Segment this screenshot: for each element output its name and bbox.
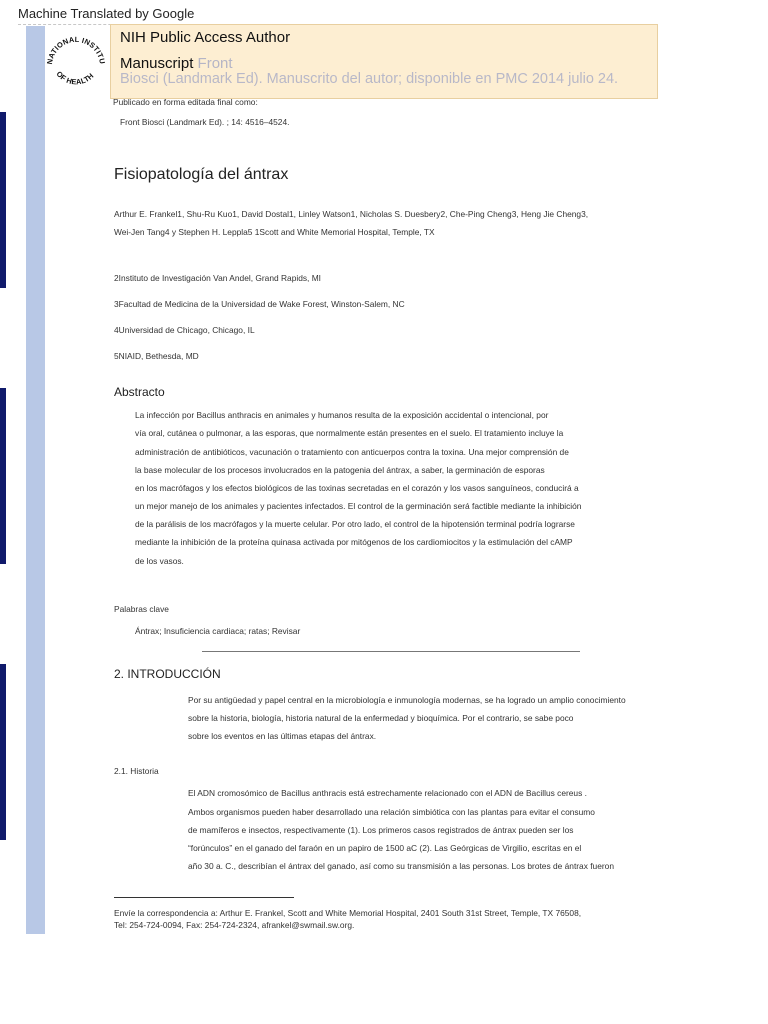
footnote-line-2: Tel: 254-724-0094, Fax: 254-724-2324, afrankel@swmail.sw.org.	[114, 920, 355, 930]
abstract-line: La infección por Bacillus anthracis en animales y humanos resulta de la exposición accidental o intencional, por	[135, 410, 549, 420]
abstract-line: mediante la inhibición de la proteína quinasa activada por mitógenos de los cardiomiocitos y la estimulación del cAMP	[135, 537, 573, 547]
nih-logo	[44, 26, 108, 98]
intro-line: sobre los eventos en las últimas etapas del ántrax.	[188, 731, 377, 741]
abstract-line: de la parálisis de los macrófagos y la muerte celular. Por otro lado, el control de la hipotensión terminal podría lograrse	[135, 519, 575, 529]
abstract-line: administración de antibióticos, vacunación o tratamiento con anticuerpos contra la toxina. Una mejor comprensión de	[135, 447, 569, 457]
nih-header-manuscript	[120, 55, 233, 72]
abstract-heading: Abstracto	[114, 385, 165, 399]
manuscript-faded-label: Front	[197, 55, 233, 72]
svg-text:OF HEALTH: OF HEALTH	[54, 69, 96, 87]
affiliation-3: 3Facultad de Medicina de la Universidad de Wake Forest, Winston-Salem, NC	[114, 299, 405, 309]
history-line: “forúnculos” en el ganado del faraón en un papiro de 1500 aC (2). Las Geórgicas de Virgilio, escritas en el	[188, 843, 582, 853]
affiliation-5: 5NIAID, Bethesda, MD	[114, 351, 199, 361]
abstract-line: de los vasos.	[135, 556, 184, 566]
history-heading: 2.1. Historia	[114, 766, 159, 776]
history-line: de mamíferos e insectos, respectivamente (1). Los primeros casos registrados de ántrax pueden ser los	[188, 825, 574, 835]
manuscript-label: Manuscript	[120, 55, 194, 72]
affiliation-4: 4Universidad de Chicago, Chicago, IL	[114, 325, 255, 335]
published-line-1: Publicado en forma editada final como:	[113, 97, 258, 107]
footnote-rule	[114, 897, 294, 898]
affiliation-2: 2Instituto de Investigación Van Andel, Grand Rapids, MI	[114, 273, 322, 283]
keywords-text: Ántrax; Insuficiencia cardiaca; ratas; Revisar	[135, 626, 301, 636]
keywords-heading: Palabras clave	[114, 604, 169, 614]
history-line: El ADN cromosómico de Bacillus anthracis está estrechamente relacionado con el ADN de Bacillus cereus .	[188, 788, 587, 798]
abstract-line: vía oral, cutánea o pulmonar, a las esporas, que normalmente están presentes en el suelo. El tratamiento incluye la	[135, 428, 564, 438]
introduction-heading: 2. INTRODUCCIÓN	[114, 667, 221, 681]
footnote-line-1: Envíe la correspondencia a: Arthur E. Frankel, Scott and White Memorial Hospital, 2401 South 31st Street, Temple, TX 76508,	[114, 908, 582, 918]
edge-marker-2	[0, 388, 6, 564]
section-divider	[202, 651, 580, 652]
machine-translated-banner: Machine Translated by Google	[18, 6, 195, 21]
nih-header-subtitle: Biosci (Landmark Ed). Manuscrito del autor; disponible en PMC 2014 julio 24.	[120, 71, 619, 87]
history-line: Ambos organismos pueden haber desarrollado una relación simbiótica con las plantas para evitar el consumo	[188, 807, 595, 817]
abstract-line: la base molecular de los procesos involucrados en la patogenia del ántrax, a saber, la germinación de esporas	[135, 465, 545, 475]
nih-header-title: NIH Public Access Author	[120, 29, 291, 46]
svg-text:NATIONAL INSTITUTES: NATIONAL INSTITU	[44, 34, 107, 65]
abstract-line: un mejor manejo de los animales y pacientes infectados. El control de la germinación será factible mediante la inhibición	[135, 501, 582, 511]
left-sidebar-strip	[26, 26, 45, 934]
authors-line-2: Wei-Jen Tang4 y Stephen H. Leppla5 1Scott and White Memorial Hospital, Temple, TX	[114, 227, 435, 237]
published-line-2: Front Biosci (Landmark Ed). ; 14: 4516–4524.	[120, 117, 290, 127]
edge-marker-1	[0, 112, 6, 288]
authors-line-1: Arthur E. Frankel1, Shu-Ru Kuo1, David Dostal1, Linley Watson1, Nicholas S. Duesbery2, Che-Ping Cheng3, Heng Jie Cheng3,	[114, 209, 589, 219]
article-title: Fisiopatología del ántrax	[114, 166, 289, 183]
abstract-line: en los macrófagos y los efectos biológicos de las toxinas secretadas en el corazón y los vasos sanguíneos, conducirá a	[135, 483, 579, 493]
intro-line: Por su antigüedad y papel central en la microbiología e inmunología modernas, se ha logrado un amplio conocimiento	[188, 695, 626, 705]
intro-line: sobre la historia, biología, historia natural de la enfermedad y bioquímica. Por el contrario, se sabe poco	[188, 713, 574, 723]
history-line: año 30 a. C., describían el ántrax del ganado, así como su transmisión a las personas. Los brotes de ántrax fueron	[188, 861, 614, 871]
edge-marker-3	[0, 664, 6, 840]
